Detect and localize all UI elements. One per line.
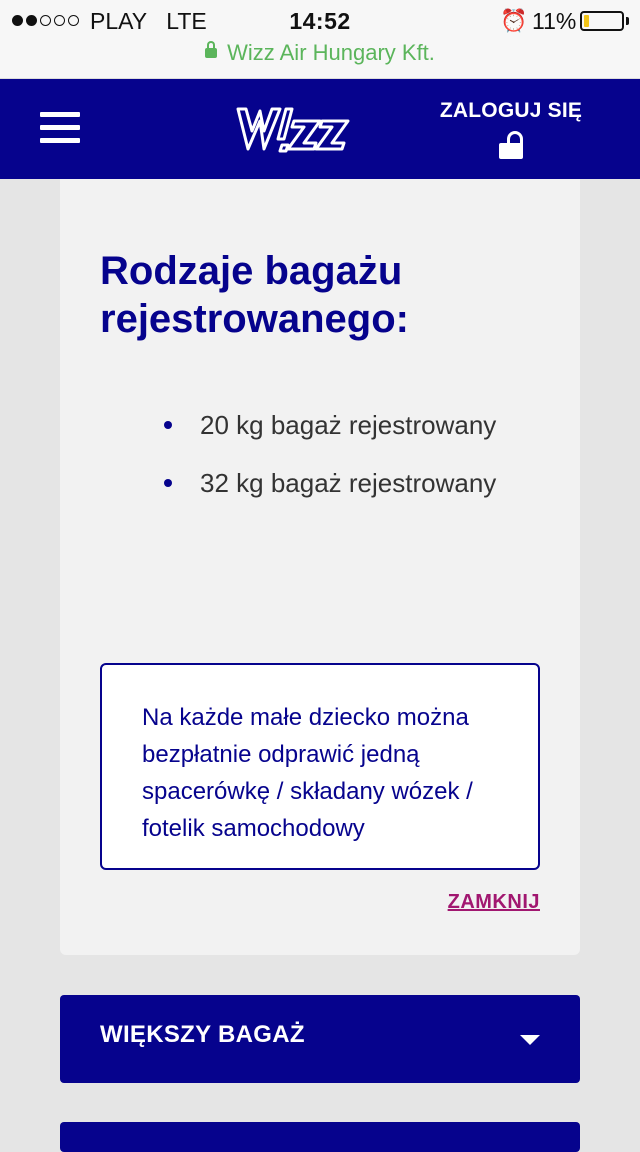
list-item: 20 kg bagaż rejestrowany (100, 401, 560, 449)
wizz-logo[interactable] (228, 101, 354, 157)
menu-icon[interactable] (40, 112, 80, 144)
larger-baggage-accordion[interactable] (60, 995, 580, 1083)
baggage-list (100, 401, 560, 517)
list-item: 32 kg bagaż rejestrowany (100, 459, 560, 507)
unlock-icon (499, 131, 523, 159)
info-note-box (100, 663, 540, 870)
secure-site-label[interactable]: Wizz Air Hungary Kft. (0, 40, 640, 70)
carrier-name: PLAY LTE (90, 8, 207, 34)
accordion-label: WIĘKSZY BAGAŻ (100, 1021, 305, 1048)
battery-icon (580, 11, 624, 31)
chevron-down-icon (520, 1035, 540, 1045)
login-button[interactable]: ZALOGUJ SIĘ (425, 99, 597, 159)
top-navigation (0, 79, 640, 179)
section-title: Rodzaje bagażu rejestrowanego: (100, 249, 409, 341)
battery-percent: 11% (532, 8, 577, 34)
baggage-info-card (60, 179, 580, 955)
next-accordion[interactable] (60, 1122, 580, 1152)
clock: 14:52 (289, 8, 351, 34)
status-bar (0, 0, 640, 79)
lock-icon (205, 48, 217, 58)
info-note-text: Na każde małe dziecko można bezpłatnie odprawić jedną spacerówkę / składany wózek / fotelik samochodowy (142, 704, 473, 842)
alarm-icon: ⏰ (500, 8, 528, 33)
close-link[interactable]: ZAMKNIJ (447, 891, 540, 913)
